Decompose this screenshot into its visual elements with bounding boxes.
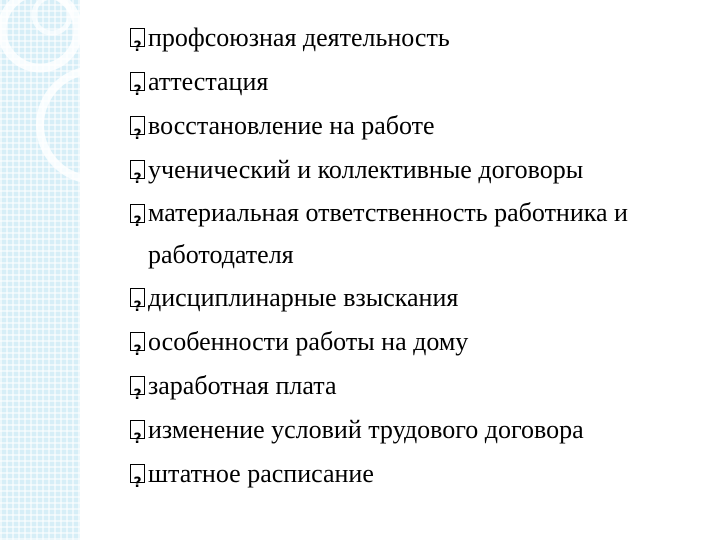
list-item-text: профсоюзная деятельность bbox=[148, 23, 450, 52]
bullet-icon bbox=[130, 116, 145, 135]
list-item-text: штатное расписание bbox=[148, 459, 374, 488]
bullet-icon bbox=[130, 28, 145, 47]
list-item-text: восстановление на работе bbox=[148, 111, 435, 140]
list-item-text: ученический и коллективные договоры bbox=[148, 155, 584, 184]
list-item bbox=[130, 104, 700, 148]
list-item bbox=[130, 408, 700, 452]
bullet-icon bbox=[130, 72, 145, 91]
bullet-icon bbox=[130, 332, 145, 351]
list-item-text: особенности работы на дому bbox=[148, 327, 469, 356]
bullet-list bbox=[130, 16, 700, 496]
list-item bbox=[130, 148, 700, 192]
list-item-text: дисциплинарные взыскания bbox=[148, 283, 459, 312]
list-item bbox=[130, 16, 700, 60]
list-item bbox=[130, 452, 700, 496]
decorative-circles bbox=[0, 0, 80, 540]
bullet-icon bbox=[130, 288, 145, 307]
list-item-text: аттестация bbox=[148, 67, 269, 96]
bullet-icon bbox=[130, 160, 145, 179]
list-item-text: материальная ответственность работника и работодателя bbox=[148, 198, 628, 269]
bullet-icon bbox=[130, 376, 145, 395]
bullet-icon bbox=[130, 464, 145, 483]
list-item bbox=[130, 364, 700, 408]
list-item bbox=[130, 60, 700, 104]
bullet-icon bbox=[130, 204, 145, 223]
list-item bbox=[130, 320, 700, 364]
list-item-text: заработная плата bbox=[148, 371, 337, 400]
bullet-icon bbox=[130, 420, 145, 439]
decorative-side-band bbox=[0, 0, 80, 540]
list-item-text: изменение условий трудового договора bbox=[148, 415, 584, 444]
list-item bbox=[130, 192, 700, 276]
list-item bbox=[130, 276, 700, 320]
